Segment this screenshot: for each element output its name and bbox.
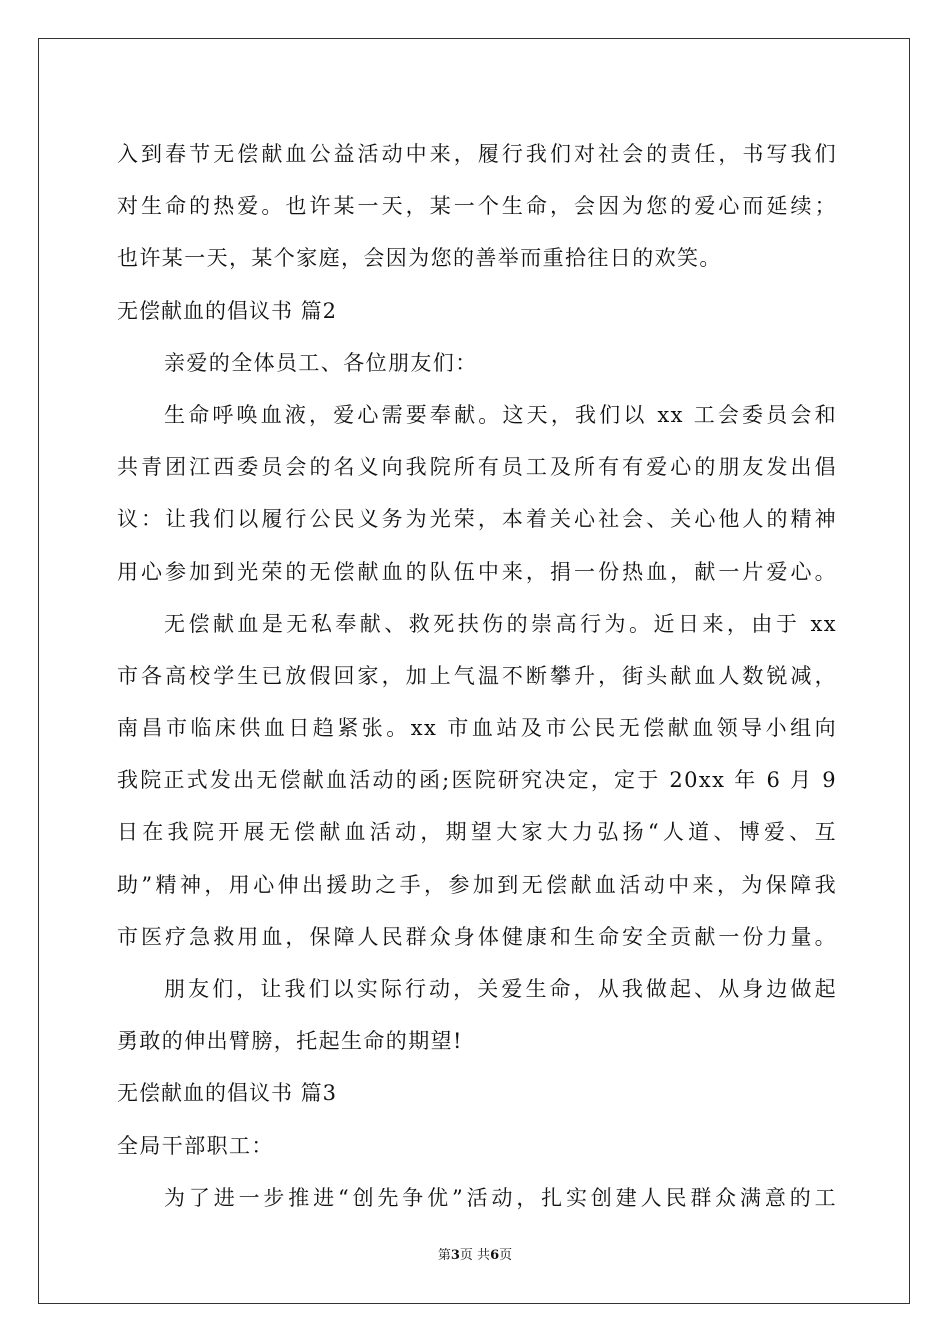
paragraph-line: 无偿献血是无私奉献、救死扶伤的崇高行为。近日来，由于 xx	[164, 611, 837, 636]
paragraph-line: 南昌市临床供血日趋紧张。xx 市血站及市公民无偿献血领导小组向	[117, 716, 837, 741]
paragraph-line: 勇敢的伸出臂膀，托起生命的期望!	[117, 1029, 463, 1054]
paragraph-line: 为了进一步推进“创先争优”活动，扎实创建人民群众满意的工	[164, 1185, 837, 1210]
page-label-mid: 页 共	[459, 1248, 491, 1263]
salutation: 亲爱的全体员工、各位朋友们：	[164, 350, 478, 375]
section-heading: 无偿献血的倡议书 篇3	[117, 1081, 338, 1106]
section-heading: 无偿献血的倡议书 篇2	[117, 298, 338, 323]
paragraph-line: 议：让我们以履行公民义务为光荣，本着关心社会、关心他人的精神	[117, 507, 837, 532]
paragraph-line: 市医疗急救用血，保障人民群众身体健康和生命安全贡献一份力量。	[117, 924, 837, 949]
current-page-number: 3	[450, 1248, 460, 1263]
paragraph-line: 生命呼唤血液，爱心需要奉献。这天，我们以 xx 工会委员会和	[164, 402, 837, 427]
paragraph-line: 日在我院开展无偿献血活动，期望大家大力弘扬“人道、博爱、互	[117, 820, 837, 845]
paragraph-line: 朋友们，让我们以实际行动，关爱生命，从我做起、从身边做起	[164, 977, 837, 1001]
page-label-prefix: 第	[437, 1248, 451, 1263]
paragraph-line: 对生命的热爱。也许某一天，某一个生命，会因为您的爱心而延续；	[117, 194, 837, 219]
paragraph-line: 入到春节无偿献血公益活动中来，履行我们对社会的责任，书写我们	[117, 142, 837, 166]
paragraph-line: 我院正式发出无偿献血活动的函;医院研究决定，定于 20xx 年 6 月 9	[117, 768, 837, 793]
salutation: 全局干部职工：	[117, 1133, 274, 1158]
total-pages-number: 6	[490, 1248, 500, 1263]
page-label-suffix: 页	[499, 1248, 513, 1263]
paragraph-line: 助”精神，用心伸出援助之手，参加到无偿献血活动中来，为保障我	[117, 872, 837, 897]
paragraph-line: 共青团江西委员会的名义向我院所有员工及所有有爱心的朋友发出倡	[117, 455, 837, 480]
document-body	[117, 128, 837, 1224]
paragraph-line: 也许某一天，某个家庭，会因为您的善举而重拾往日的欢笑。	[117, 246, 722, 271]
page-footer	[0, 1244, 950, 1263]
paragraph-line: 市各高校学生已放假回家，加上气温不断攀升，街头献血人数锐减，	[117, 663, 837, 688]
paragraph-line: 用心参加到光荣的无偿献血的队伍中来，捐一份热血，献一片爱心。	[117, 559, 837, 584]
